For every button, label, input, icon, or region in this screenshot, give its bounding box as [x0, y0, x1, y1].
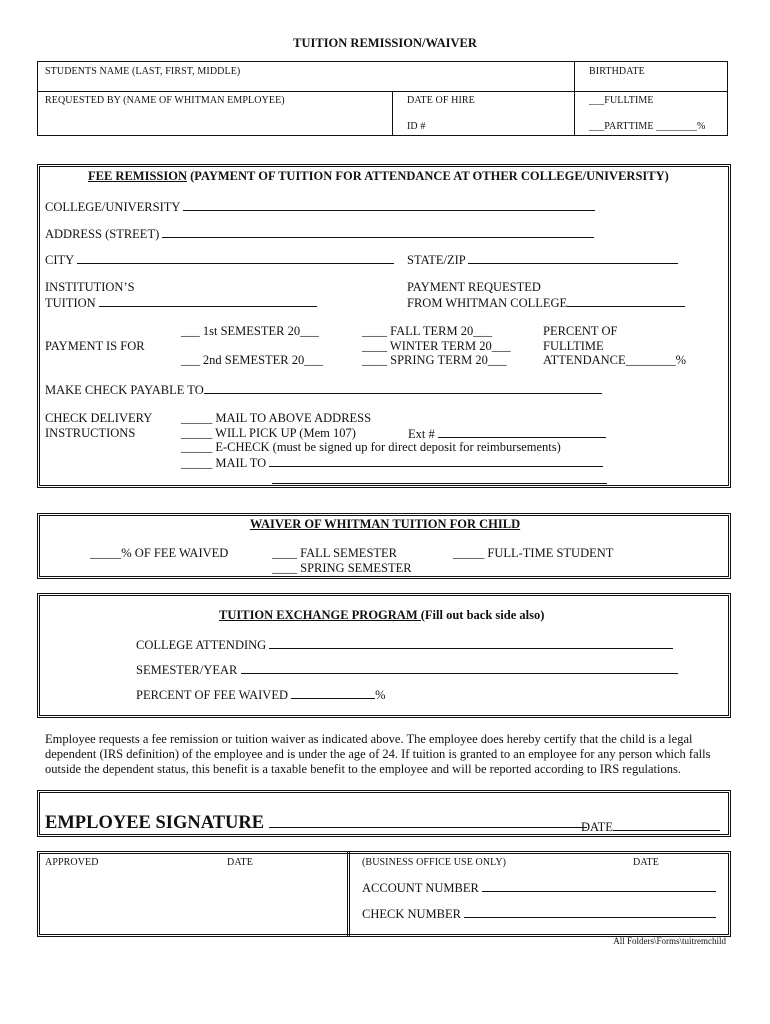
mail-to-field[interactable]: _____ MAIL TO	[181, 455, 603, 471]
student-name-label: STUDENTS NAME (LAST, FIRST, MIDDLE)	[45, 66, 241, 77]
certification-text: Employee requests a fee remission or tuition waiver as indicated above. The employee does hereby certify that the child is a legal dependent (IRS definition) of the employee and is under the age of 24. If tuition is granted to an employee for any person which falls outside the dependent status, this benefit is a taxable benefit to the employee and will be reported according to IRS regulations.	[45, 732, 711, 776]
full-time-student-option[interactable]: _____ FULL-TIME STUDENT	[453, 546, 614, 560]
address-field[interactable]: ADDRESS (STREET)	[45, 226, 594, 242]
payment-is-for-label: PAYMENT IS FOR	[45, 339, 145, 353]
instructions-label: INSTRUCTIONS	[45, 426, 136, 440]
date-of-hire-label: DATE OF HIRE	[407, 95, 475, 106]
spring-semester-option[interactable]: ____ SPRING SEMESTER	[272, 561, 412, 575]
attendance-field[interactable]: ATTENDANCE________%	[543, 353, 687, 367]
fee-remission-heading: FEE REMISSION (PAYMENT OF TUITION FOR ATTENDANCE AT OTHER COLLEGE/UNIVERSITY)	[88, 169, 669, 183]
college-attending-field[interactable]: COLLEGE ATTENDING	[136, 637, 673, 653]
second-semester-option[interactable]: ___ 2nd SEMESTER 20___	[181, 353, 324, 367]
echeck-option[interactable]: _____ E-CHECK (must be signed up for direct deposit for reimbursements)	[181, 440, 561, 454]
footer-path: All Folders\Forms\tuitremchild	[613, 936, 726, 946]
check-number-field[interactable]: CHECK NUMBER	[362, 906, 716, 922]
winter-term-option[interactable]: ____ WINTER TERM 20___	[362, 339, 511, 353]
will-pick-up-option[interactable]: _____ WILL PICK UP (Mem 107)	[181, 426, 356, 440]
approved-date-label: DATE	[227, 857, 253, 868]
mail-above-option[interactable]: _____ MAIL TO ABOVE ADDRESS	[181, 411, 372, 425]
signature-date-field[interactable]: DATE	[581, 819, 720, 835]
approved-label: APPROVED	[45, 857, 99, 868]
requested-by-label: REQUESTED BY (NAME OF WHITMAN EMPLOYEE)	[45, 95, 285, 106]
college-field[interactable]: COLLEGE/UNIVERSITY	[45, 199, 595, 215]
institution-tuition-field[interactable]: TUITION	[45, 295, 317, 311]
institution-label: INSTITUTION’S	[45, 280, 135, 294]
account-number-field[interactable]: ACCOUNT NUMBER	[362, 880, 716, 896]
payment-requested-label: PAYMENT REQUESTED	[407, 280, 541, 294]
parttime-option[interactable]: ___PARTTIME ________%	[589, 121, 706, 132]
state-zip-field[interactable]: STATE/ZIP	[407, 252, 678, 268]
id-label: ID #	[407, 121, 426, 132]
exchange-percent-field[interactable]: PERCENT OF FEE WAIVED %	[136, 688, 386, 702]
fall-term-option[interactable]: ____ FALL TERM 20___	[362, 324, 492, 338]
percent-waived-field[interactable]: _____% OF FEE WAIVED	[90, 546, 229, 560]
birthdate-label: BIRTHDATE	[589, 66, 645, 77]
percent-of-label: PERCENT OF	[543, 324, 618, 338]
waiver-heading: WAIVER OF WHITMAN TUITION FOR CHILD	[249, 517, 521, 531]
fulltime-option[interactable]: ___FULLTIME	[589, 95, 654, 106]
mail-to-line-2[interactable]	[272, 483, 607, 484]
spring-term-option[interactable]: ____ SPRING TERM 20___	[362, 353, 507, 367]
ext-field[interactable]: Ext #	[408, 426, 606, 442]
exchange-heading: TUITION EXCHANGE PROGRAM (Fill out back side also)	[219, 608, 545, 622]
form-title: TUITION REMISSION/WAIVER	[293, 36, 477, 50]
check-delivery-label: CHECK DELIVERY	[45, 411, 153, 425]
make-check-payable-field[interactable]: MAKE CHECK PAYABLE TO	[45, 382, 602, 398]
fulltime-label: FULLTIME	[543, 339, 604, 353]
first-semester-option[interactable]: ___ 1st SEMESTER 20___	[181, 324, 319, 338]
semester-year-field[interactable]: SEMESTER/YEAR	[136, 662, 678, 678]
fall-semester-option[interactable]: ____ FALL SEMESTER	[272, 546, 398, 560]
city-field[interactable]: CITY	[45, 252, 394, 268]
business-office-label: (BUSINESS OFFICE USE ONLY)	[362, 857, 507, 868]
payment-requested-field[interactable]: FROM WHITMAN COLLEGE	[407, 295, 685, 311]
employee-signature-field[interactable]: EMPLOYEE SIGNATURE	[45, 813, 587, 834]
business-office-date-label: DATE	[633, 857, 659, 868]
